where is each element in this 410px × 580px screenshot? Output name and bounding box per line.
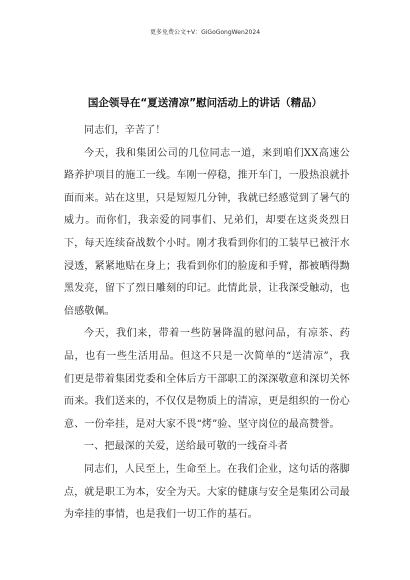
document-body: [64, 120, 350, 527]
paragraph-2: 今天，我们来，带着一些防暑降温的慰问品，有凉茶、药品，也有一些生活用品。但这不只是一次简单的“送清凉”，我们更是带着集团党委和全体后方干部职工的深深敬意和深切关怀而来。我们送来的，不仅仅是物质上的清凉，更是组织的一份心意、一份牵挂，是对大家不畏“烤”验、坚守岗位的最高赞誉。: [64, 328, 350, 430]
paragraph-1: 今天，我和集团公司的几位同志一道，来到咱们XX高速公路养护项目的施工一线。车刚一停稳，推开车门，一股热浪就扑面而来。站在这里，只是短短几分钟，我就已经感觉到了暑气的威力。而你们，我亲爱的同事们、兄弟们，却要在这炎炎烈日下，每天连续奋战数个小时。刚才我看到你们的工装早已被汗水浸透，紧紧地贴在身上；我看到你们的脸庞和手臂，都被晒得黝黑发亮，留下了烈日雕刻的印记。此情此景，让我深受触动，也倍感敬佩。: [64, 147, 350, 317]
paragraph-3: 同志们，人民至上，生命至上。在我们企业，这句话的落脚点，就是职工为本，安全为天。大家的健康与安全是集团公司最为牵挂的事情，也是我们一切工作的基石。: [64, 463, 350, 521]
greeting: 同志们，辛苦了！: [84, 125, 166, 136]
document-title: 国企领导在“夏送清凉”慰问活动上的讲话（精品）: [87, 97, 323, 109]
section-heading-1: 一、把最深的关爱，送给最可敬的一线奋斗者: [84, 441, 288, 453]
header-note: 更多免费公文+V：GiGoGongWen2024: [149, 29, 261, 36]
